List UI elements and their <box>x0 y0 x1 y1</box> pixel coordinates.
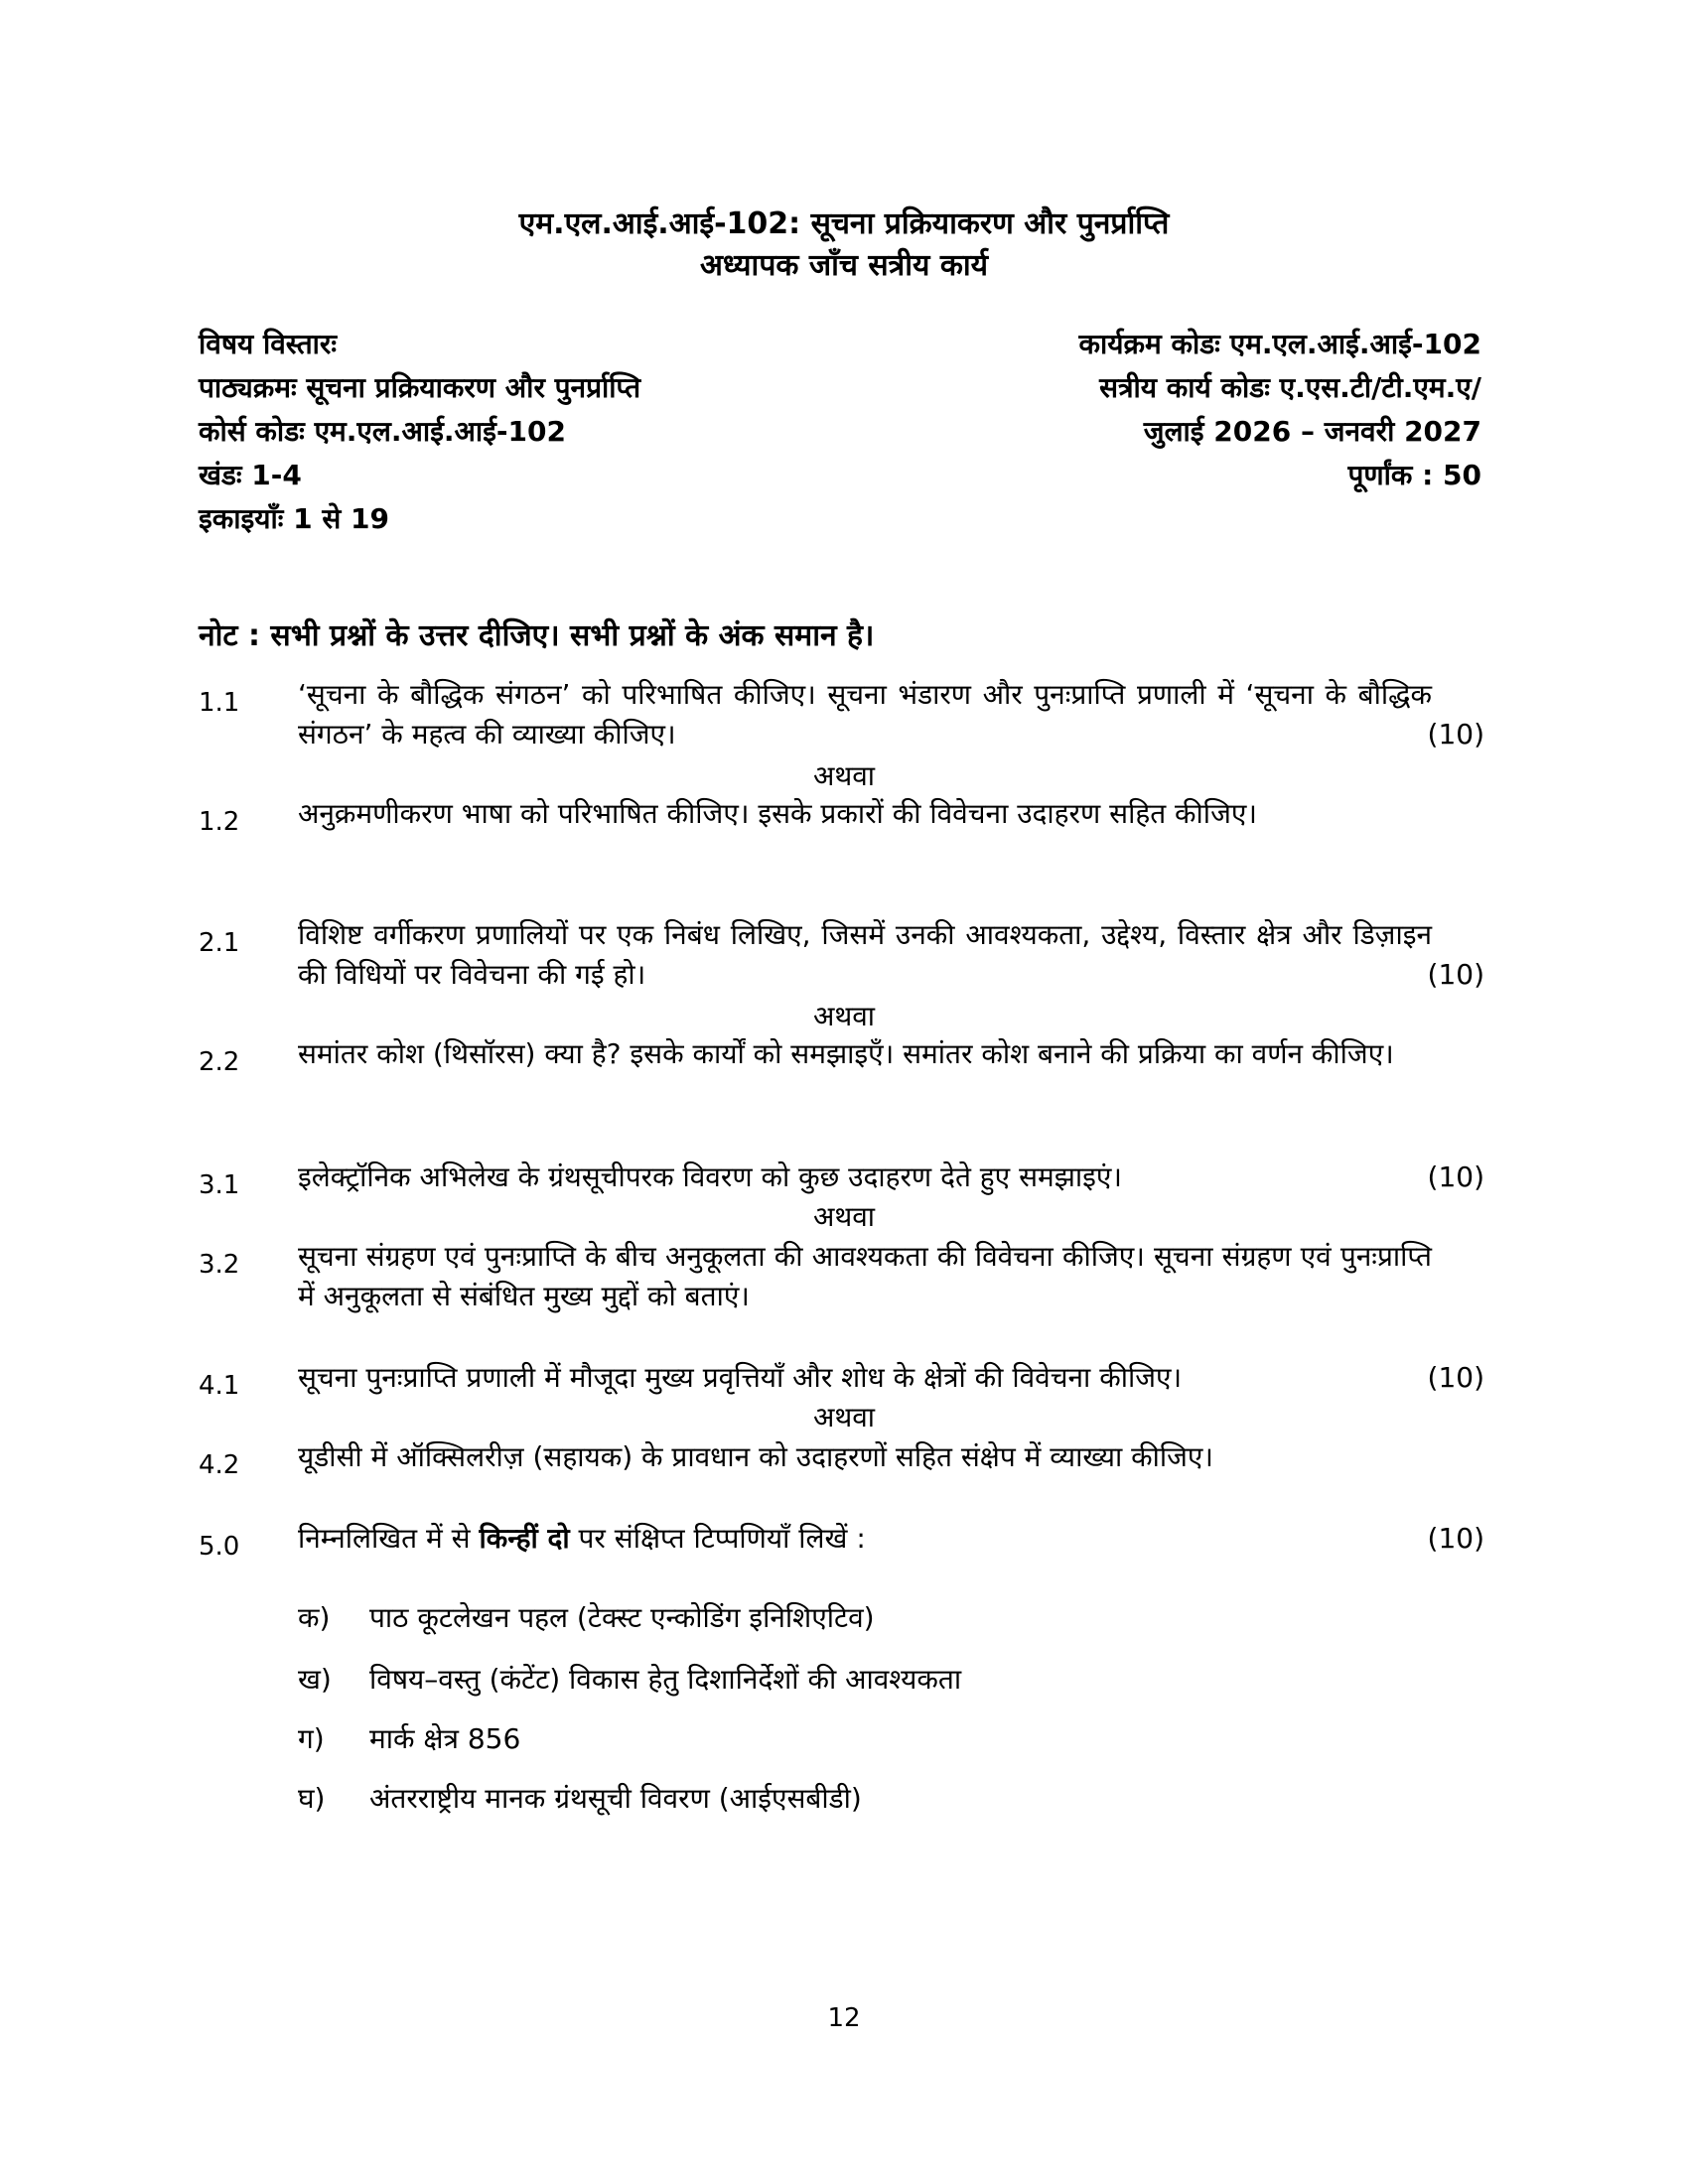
question-number: 1.2 <box>199 807 240 837</box>
question-text: सूचना संग्रहण एवं पुनःप्राप्ति के बीच अनुकूलता की आवश्यकता की विवेचना कीजिए। सूचना संग्रहण एवं पुनःप्राप्ति में अनुकूलता से संबंधित मुख्य मुद्दों को बताएं। <box>298 1240 1432 1312</box>
course-details-left <box>199 323 640 541</box>
question-3-2 <box>199 1237 1484 1316</box>
question-number: 4.1 <box>199 1371 240 1401</box>
question-text: इलेक्ट्रॉनिक अभिलेख के ग्रंथसूचीपरक विवरण को कुछ उदाहरण देते हुए समझाइएं। <box>298 1160 1122 1193</box>
sub-item-ka <box>298 1598 875 1638</box>
document-title: एम.एल.आई.आई-102: सूचना प्रक्रियाकरण और पुनर्प्राप्ति <box>518 206 1170 241</box>
question-number: 3.2 <box>199 1250 240 1280</box>
course-code: कोर्स कोडः एम.एल.आई.आई-102 <box>199 415 566 448</box>
assignment-code: सत्रीय कार्य कोडः ए.एस.टी/टी.एम.ए/ <box>1099 371 1481 404</box>
sub-item-gha <box>298 1779 862 1819</box>
sub-item-label: ख) <box>298 1663 332 1696</box>
question-1-1 <box>199 675 1484 754</box>
question-marks: (10) <box>1427 958 1484 991</box>
page-number: 12 <box>827 2003 861 2033</box>
sub-item-ga <box>298 1719 520 1759</box>
sub-item-kha <box>298 1660 961 1700</box>
question-text: ‘सूचना के बौद्धिक संगठन’ को परिभाषित कीजिए। सूचना भंडारण और पुनःप्राप्ति प्रणाली में ‘सूचना के बौद्धिक संगठन’ के महत्व की व्याख्या कीजिए। <box>298 678 1432 751</box>
or-separator: अथवा <box>812 1200 876 1233</box>
question-text-emphasis: किन्हीं दो <box>479 1522 570 1555</box>
question-marks: (10) <box>1427 1160 1484 1193</box>
question-text <box>298 1519 1432 1559</box>
question-text: विशिष्ट वर्गीकरण प्रणालियों पर एक निबंध लिखिए, जिसमें उनकी आवश्यकता, उद्देश्य, विस्तार क्षेत्र और डिज़ाइन की विधियों पर विवेचना की गई हो। <box>298 918 1432 991</box>
units: इकाइयाँः 1 से 19 <box>199 502 390 535</box>
subject-scope-label: विषय विस्तारः <box>199 328 338 360</box>
document-subtitle: अध्यापक जाँच सत्रीय कार्य <box>699 248 989 283</box>
question-text: यूडीसी में ऑक्सिलरीज़ (सहायक) के प्रावधान को उदाहरणों सहित संक्षेप में व्याख्या कीजिए। <box>298 1440 1214 1473</box>
question-text: सूचना पुनःप्राप्ति प्रणाली में मौजूदा मुख्य प्रवृत्तियाँ और शोध के क्षेत्रों की विवेचना कीजिए। <box>298 1361 1183 1394</box>
question-4-1 <box>199 1358 1484 1401</box>
question-5-0 <box>199 1519 1484 1562</box>
sub-item-label: क) <box>298 1601 331 1634</box>
course-name: पाठ्यक्रमः सूचना प्रक्रियाकरण और पुनर्प्राप्ति <box>199 371 641 404</box>
session: जुलाई 2026 – जनवरी 2027 <box>1143 415 1481 448</box>
question-number: 2.2 <box>199 1047 240 1077</box>
programme-code: कार्यक्रम कोडः एम.एल.आई.आई-102 <box>1078 328 1481 360</box>
sub-item-label: ग) <box>298 1722 325 1755</box>
blocks: खंडः 1-4 <box>199 459 302 491</box>
question-3-1 <box>199 1158 1484 1200</box>
question-text-start: निम्नलिखित में से <box>298 1522 471 1555</box>
or-separator: अथवा <box>812 1000 876 1032</box>
course-details-right <box>1078 323 1481 497</box>
question-1-2 <box>199 794 1484 837</box>
or-separator: अथवा <box>812 759 876 792</box>
instructions-note: नोट : सभी प्रश्नों के उत्तर दीजिए। सभी प्रश्नों के अंक समान है। <box>199 618 875 653</box>
question-number: 4.2 <box>199 1450 240 1480</box>
sub-item-text: मार्क क्षेत्र 856 <box>369 1722 521 1755</box>
question-number: 5.0 <box>199 1532 240 1562</box>
question-number: 2.1 <box>199 928 240 958</box>
or-separator: अथवा <box>812 1401 876 1433</box>
sub-item-label: घ) <box>298 1782 326 1815</box>
question-text-end: पर संक्षिप्त टिप्पणियाँ लिखें : <box>578 1522 866 1555</box>
sub-item-text: पाठ कूटलेखन पहल (टेक्स्ट एन्कोडिंग इनिशिएटिव) <box>369 1601 875 1634</box>
question-2-1 <box>199 915 1484 995</box>
question-number: 1.1 <box>199 688 240 718</box>
question-text: समांतर कोश (थिसॉरस) क्या है? इसके कार्यों को समझाइएँ। समांतर कोश बनाने की प्रक्रिया का वर्णन कीजिए। <box>298 1037 1394 1070</box>
title-block <box>0 204 1688 287</box>
max-marks: पूर्णांक : 50 <box>1347 459 1481 491</box>
question-2-2 <box>199 1034 1484 1077</box>
sub-item-text: अंतरराष्ट्रीय मानक ग्रंथसूची विवरण (आईएसबीडी) <box>369 1782 862 1815</box>
question-marks: (10) <box>1427 1361 1484 1394</box>
question-marks: (10) <box>1427 1522 1484 1555</box>
question-marks: (10) <box>1427 718 1484 751</box>
question-text: अनुक्रमणीकरण भाषा को परिभाषित कीजिए। इसके प्रकारों की विवेचना उदाहरण सहित कीजिए। <box>298 797 1257 830</box>
sub-item-text: विषय–वस्तु (कंटेंट) विकास हेतु दिशानिर्देशों की आवश्यकता <box>369 1663 962 1696</box>
question-4-2 <box>199 1437 1484 1480</box>
question-number: 3.1 <box>199 1170 240 1200</box>
